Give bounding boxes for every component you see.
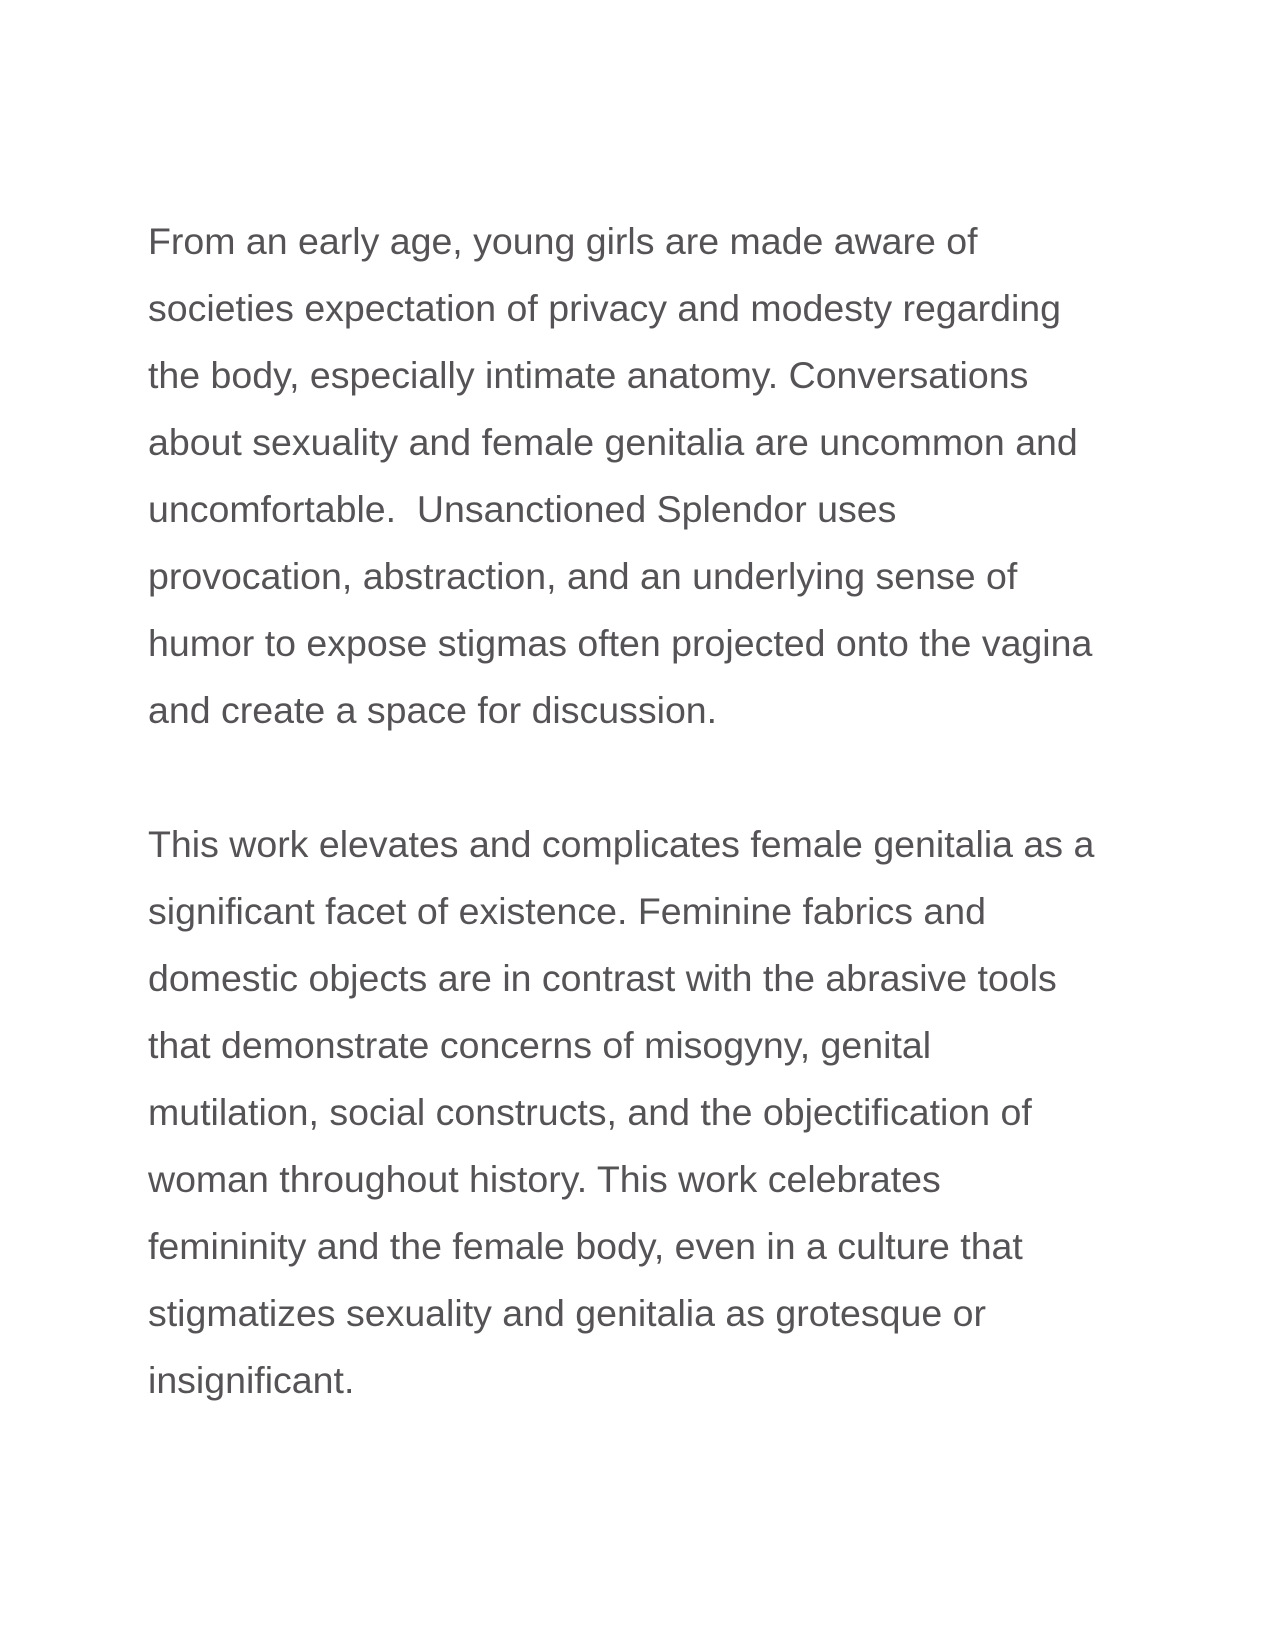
text-line: humor to expose stigmas often projected onto the vagina: [148, 622, 1093, 664]
paragraph-intro: [148, 208, 1128, 744]
text-line: woman throughout history. This work celebrates: [148, 1158, 941, 1200]
text-line: uncomfortable. Unsanctioned Splendor uses: [148, 488, 897, 530]
text-line: societies expectation of privacy and modesty regarding: [148, 287, 1062, 329]
text-line: mutilation, social constructs, and the objectification of: [148, 1091, 1032, 1133]
text-line: that demonstrate concerns of misogyny, genital: [148, 1024, 932, 1066]
text-line: insignificant.: [148, 1359, 355, 1401]
text-line: the body, especially intimate anatomy. Conversations: [148, 354, 1029, 396]
text-line: This work elevates and complicates female genitalia as a: [148, 823, 1095, 865]
text-line: provocation, abstraction, and an underlying sense of: [148, 555, 1018, 597]
paragraph-statement: [148, 811, 1128, 1414]
text-line: From an early age, young girls are made aware of: [148, 220, 978, 262]
text-line: about sexuality and female genitalia are uncommon and: [148, 421, 1078, 463]
text-line: and create a space for discussion.: [148, 689, 718, 731]
text-line: stigmatizes sexuality and genitalia as grotesque or: [148, 1292, 986, 1334]
text-line: significant facet of existence. Feminine fabrics and: [148, 890, 986, 932]
text-line: femininity and the female body, even in a culture that: [148, 1225, 1023, 1267]
text-line: domestic objects are in contrast with the abrasive tools: [148, 957, 1057, 999]
